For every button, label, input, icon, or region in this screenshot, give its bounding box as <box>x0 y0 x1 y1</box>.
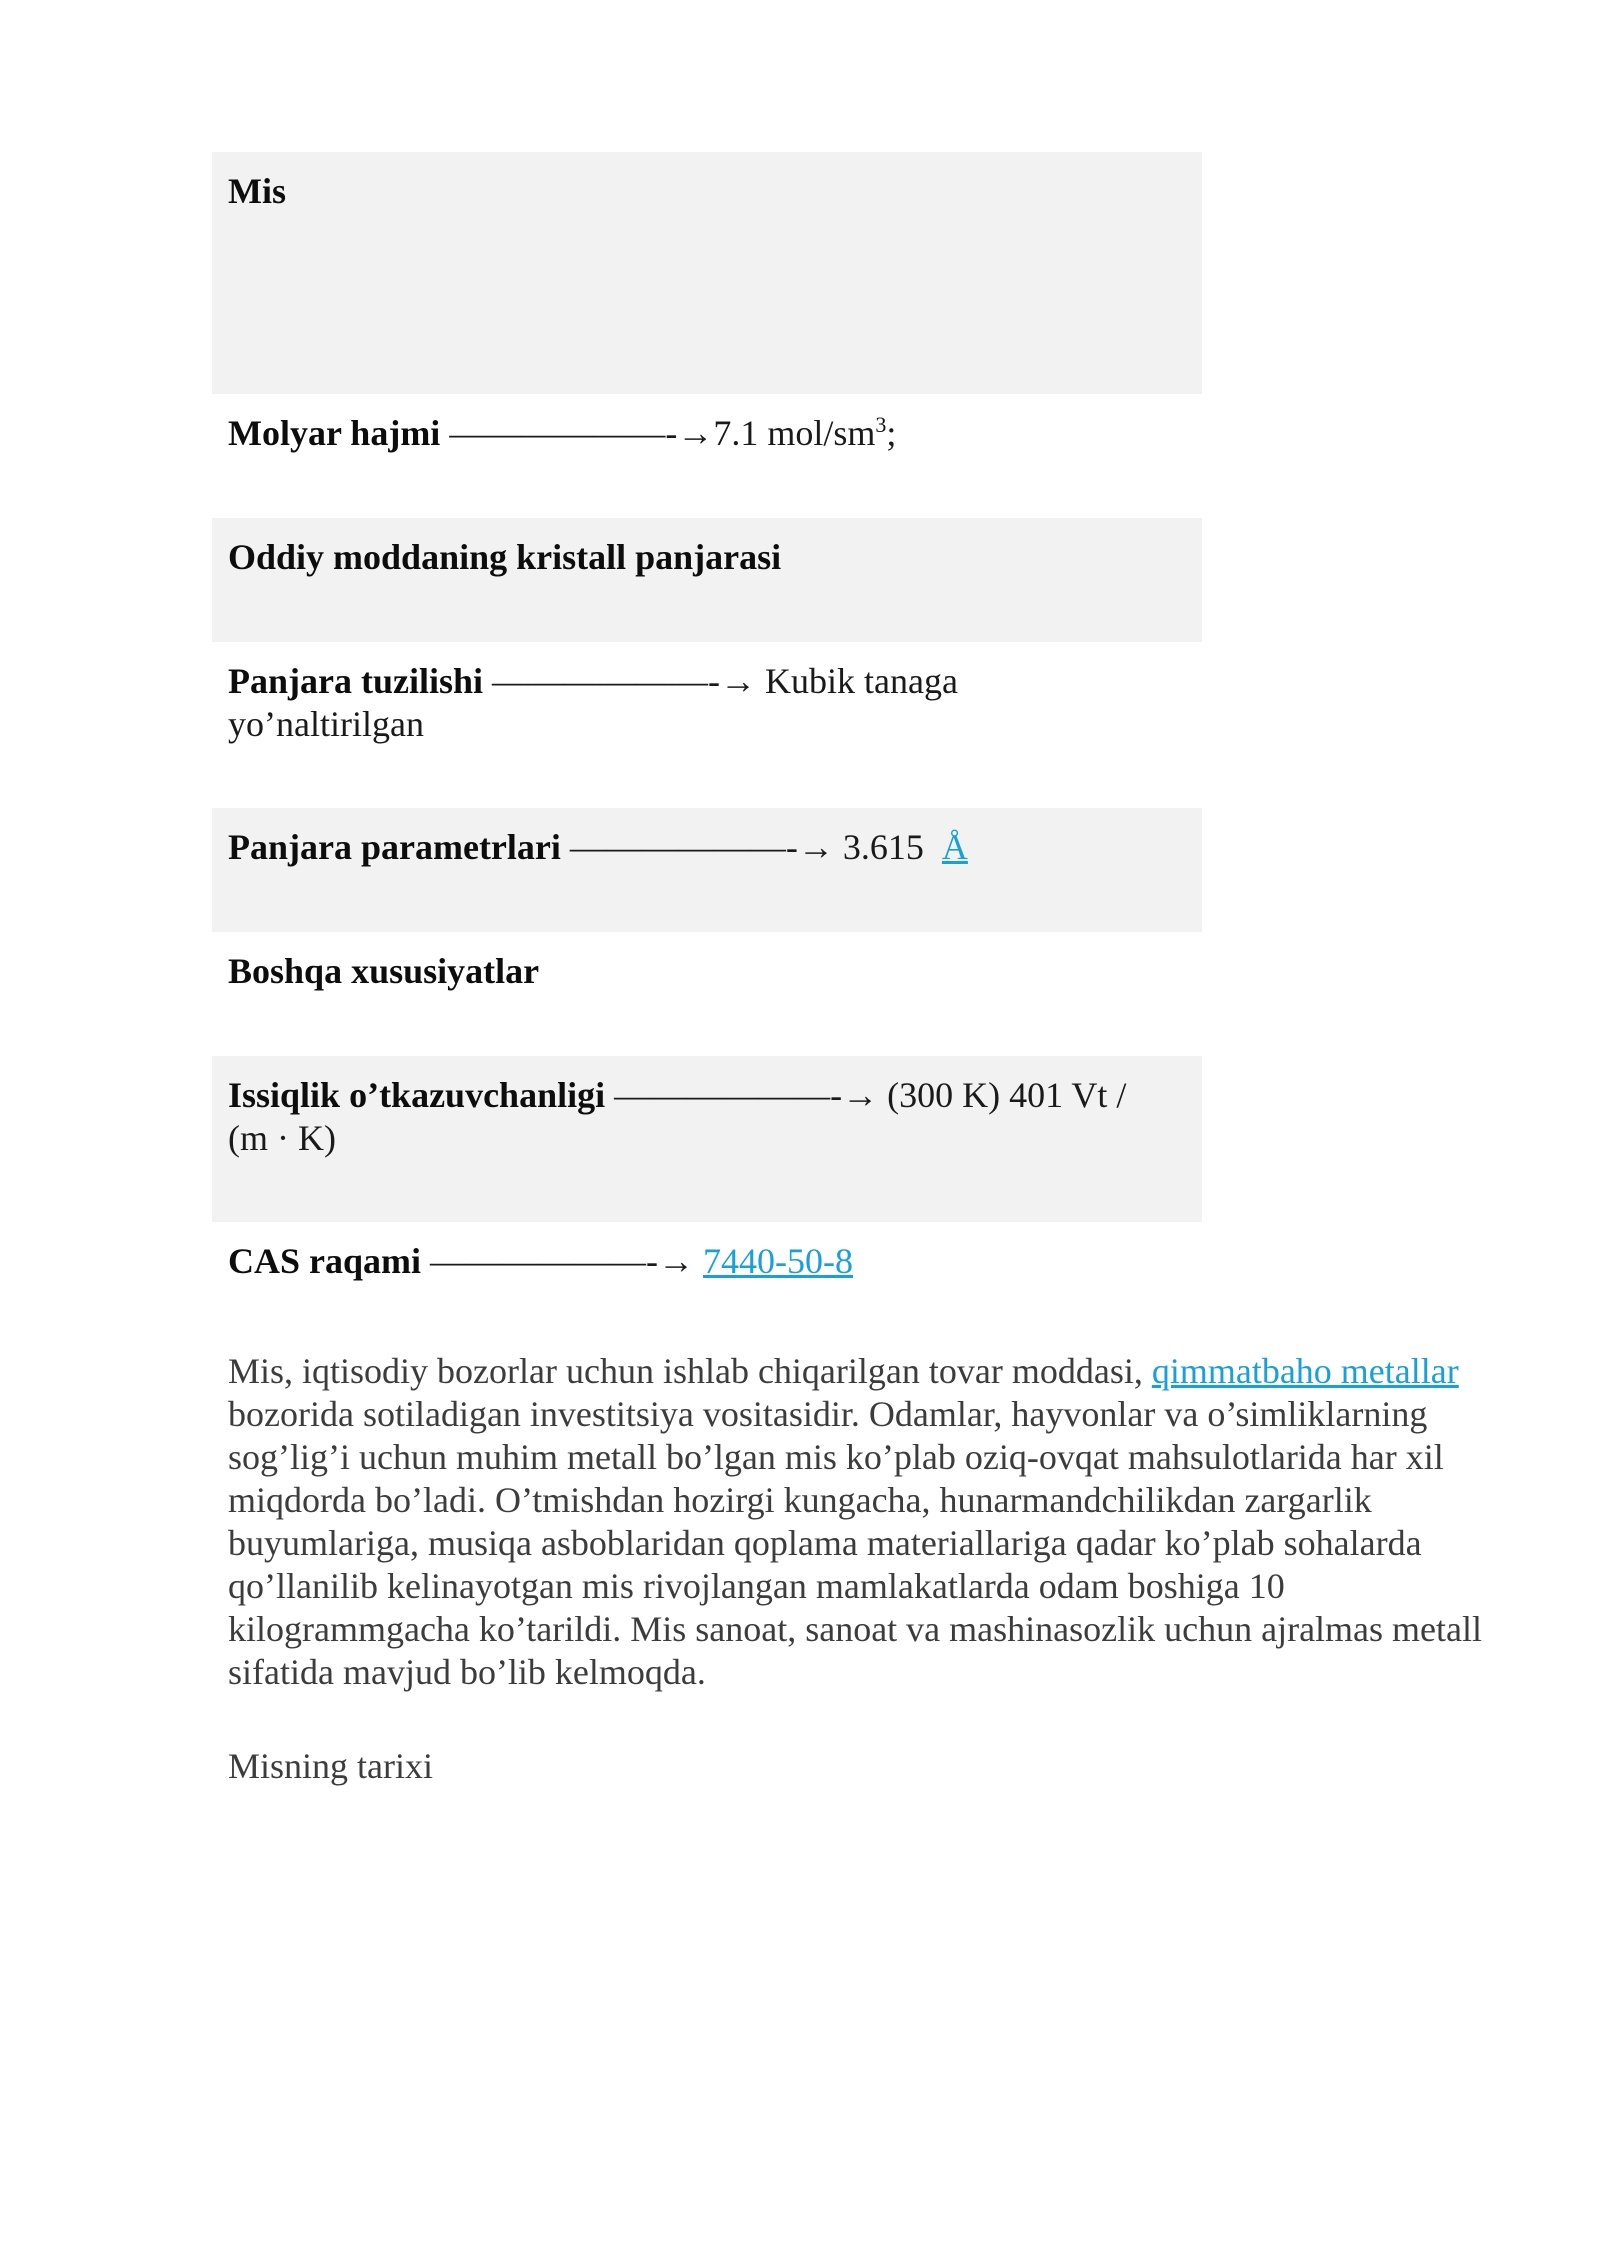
section-subheading: Misning tarixi <box>228 1746 433 1786</box>
angstrom-link[interactable]: Å <box>941 827 968 867</box>
properties-table <box>212 152 1202 1348</box>
paragraph-text-start: Mis, iqtisodiy bozorlar uchun ishlab chiqarilgan tovar moddasi, <box>228 1351 1152 1391</box>
lattice-params-row <box>212 808 1202 932</box>
paragraph-text-end: bozorida sotiladigan investitsiya vositasidir. Odamlar, hayvonlar va o’simliklarning sog’lig’i uchun muhim metall bo’lgan mis ko’plab oziq-ovqat mahsulotlarida har xil miqdorda bo’ladi. O’tmishdan hozirgi kungacha, hunarmandchilikdan zargarlik buyumlariga, musiqa asboblaridan qoplama materiallariga qadar ko’plab sohalarda qo’llanilib kelinayotgan mis rivojlangan mamlakatlarda odam boshiga 10 kilogrammgacha ko’tarildi. Mis sanoat, sanoat va mashinasozlik uchun ajralmas metall sifatida mavjud bo’lib kelmoqda. <box>228 1394 1483 1692</box>
lattice-structure-value-cont: yo’naltirilgan <box>228 704 424 744</box>
other-properties-heading: Boshqa xususiyatlar <box>228 951 540 991</box>
cas-number-link[interactable]: 7440-50-8 <box>703 1241 853 1281</box>
molar-volume-superscript: 3 <box>875 412 887 437</box>
lattice-structure-label: Panjara tuzilishi <box>228 661 484 701</box>
molar-volume-row <box>212 394 1202 518</box>
thermal-conductivity-value: (300 K) 401 Vt / <box>887 1075 1127 1115</box>
cas-number-label: CAS raqami <box>228 1241 422 1281</box>
lattice-structure-value: Kubik tanaga <box>765 661 958 701</box>
thermal-conductivity-arrow: ——————-→ <box>614 1075 879 1115</box>
molar-volume-label: Molyar hajmi <box>228 413 441 453</box>
element-title: Mis <box>228 171 286 211</box>
image-placeholder-row <box>212 278 1202 394</box>
cas-number-arrow: ——————-→ <box>430 1241 695 1281</box>
cas-number-row <box>212 1222 1202 1348</box>
lattice-structure-arrow: ——————-→ <box>492 661 757 701</box>
lattice-params-value: 3.615 <box>842 827 924 867</box>
molar-volume-value: 7.1 mol/sm <box>713 413 876 453</box>
crystal-lattice-heading: Oddiy moddaning kristall panjarasi <box>228 537 782 577</box>
lattice-params-arrow: ——————-→ <box>569 827 834 867</box>
lattice-params-label: Panjara parametrlari <box>228 827 561 867</box>
molar-volume-arrow: ——————-→ <box>449 413 714 453</box>
crystal-heading-row <box>212 518 1202 642</box>
thermal-conductivity-label: Issiqlik o’tkazuvchanligi <box>228 1075 606 1115</box>
thermal-conductivity-row <box>212 1056 1202 1222</box>
precious-metals-link[interactable]: qimmatbaho metallar <box>1151 1351 1459 1391</box>
molar-volume-tail: ; <box>886 413 897 453</box>
body-paragraph <box>228 1350 1498 1694</box>
table-title-row <box>212 152 1202 278</box>
lattice-structure-row <box>212 642 1202 808</box>
thermal-conductivity-value-cont: (m · K) <box>228 1118 336 1158</box>
other-props-heading-row <box>212 932 1202 1056</box>
